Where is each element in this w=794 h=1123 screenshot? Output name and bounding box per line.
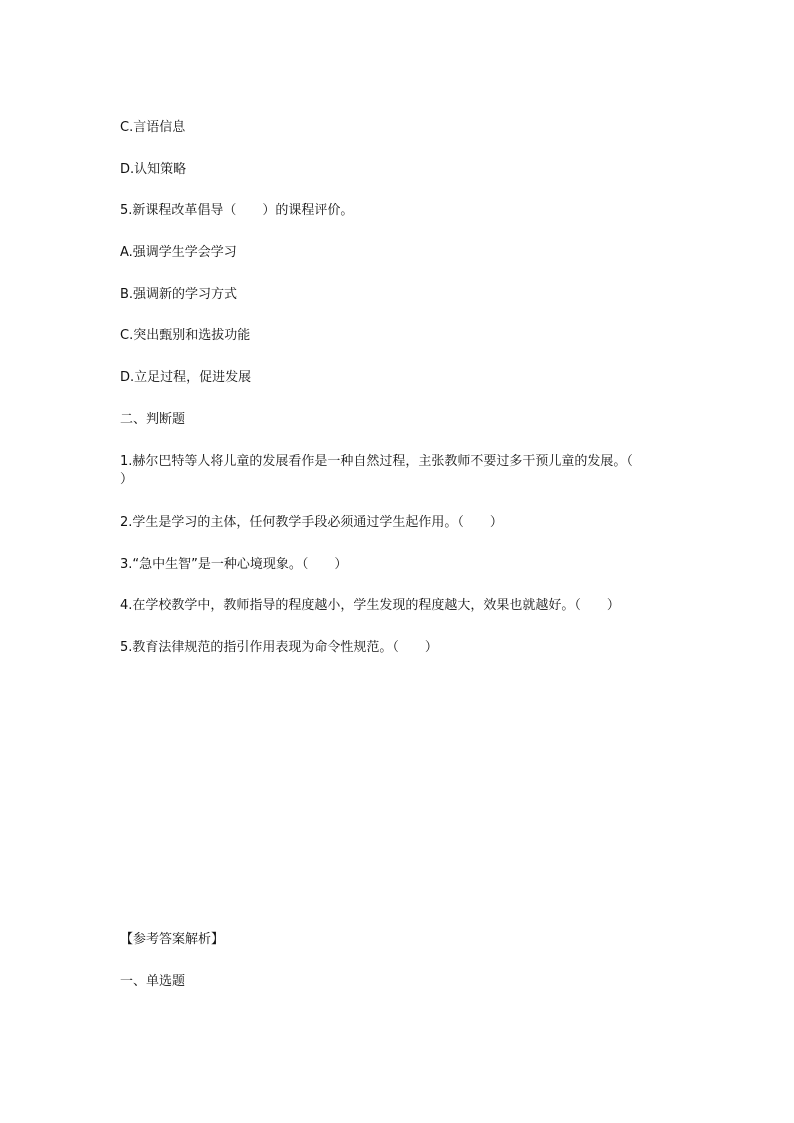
option-c-q4: C.言语信息 <box>120 120 186 135</box>
option-d-q4: D.认知策略 <box>120 162 187 177</box>
judgement-item-1: 1.赫尔巴特等人将儿童的发展看作是一种自然过程，主张教师不要过多干预儿童的发展。（ ） <box>120 454 659 487</box>
judgement-item-5: 5.教育法律规范的指引作用表现为命令性规范。（ ） <box>120 640 438 655</box>
question-5-stem: 5.新课程改革倡导（ ）的课程评价。 <box>120 203 354 218</box>
option-a-q5: A.强调学生学会学习 <box>120 245 237 260</box>
judgement-item-3: 3.“急中生智”是一种心境现象。（ ） <box>120 557 348 572</box>
option-d-q5: D.立足过程，促进发展 <box>120 370 252 385</box>
option-b-q5: B.强调新的学习方式 <box>120 287 238 302</box>
judgement-item-4: 4.在学校教学中，教师指导的程度越小，学生发现的程度越大，效果也就越好。（ ） <box>120 598 620 613</box>
answers-heading: 【参考答案解析】 <box>120 932 225 947</box>
answers-subheading: 一、单选题 <box>120 974 186 989</box>
section-heading-judgement: 二、判断题 <box>120 412 186 427</box>
judgement-item-2: 2.学生是学习的主体，任何教学手段必须通过学生起作用。（ ） <box>120 515 503 530</box>
option-c-q5: C.突出甄别和选拔功能 <box>120 328 251 343</box>
